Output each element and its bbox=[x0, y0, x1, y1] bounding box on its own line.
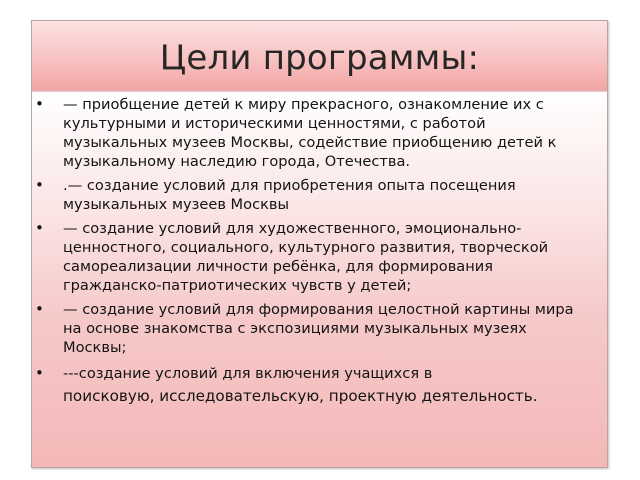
bullet-item bbox=[32, 300, 607, 357]
title-band bbox=[32, 21, 607, 91]
bullet-icon: • bbox=[35, 95, 44, 113]
bullet-text: — создание условий для формирования целостной картины мира на основе знакомства с экспозициями музыкальных музеях Москвы; bbox=[63, 301, 574, 356]
bullet-icon: • bbox=[35, 364, 44, 382]
content-area bbox=[32, 91, 607, 468]
bullet-text: — приобщение детей к миру прекрасного, ознакомление их с культурными и историческими ценностями, с работой музыкальных музеев Москвы, содействие приобщению детей к музыкальному наследию города, Отечества. bbox=[63, 96, 557, 170]
bullet-text-line1: ---создание условий для включения учащихся в bbox=[63, 365, 433, 382]
slide-title: Цели программы: bbox=[159, 38, 480, 78]
bullet-item bbox=[32, 362, 607, 408]
bullet-text: .— создание условий для приобретения опыта посещения музыкальных музеев Москвы bbox=[63, 177, 516, 213]
bullet-icon: • bbox=[35, 176, 44, 194]
bullet-icon: • bbox=[35, 300, 44, 318]
bullet-text-line2: поисковую, исследовательскую, проектную деятельность. bbox=[63, 387, 538, 405]
bullet-item bbox=[32, 176, 607, 214]
slide bbox=[31, 20, 608, 468]
bullet-item bbox=[32, 95, 607, 171]
bullet-list bbox=[32, 95, 607, 413]
bullet-text: — создание условий для художественного, эмоционально-ценностного, социального, культурного развития, творческой самореализации личности ребёнка, для формирования гражданско-патриотических чувств у детей; bbox=[63, 220, 549, 294]
bullet-item bbox=[32, 219, 607, 295]
bullet-icon: • bbox=[35, 219, 44, 237]
